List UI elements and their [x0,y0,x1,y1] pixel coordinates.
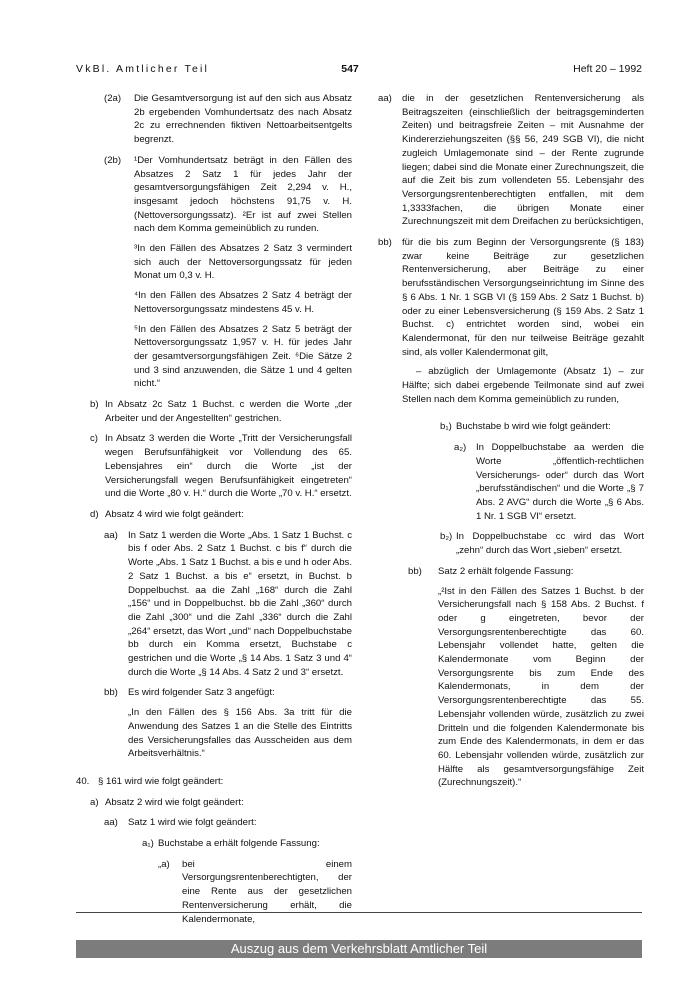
bb-text: für die bis zum Beginn der Versorgungsrente (§ 183) zwar keine Beiträge zur gesetzlichen Rentenversicherung, aber Beiträge zu einer berufsständischen Versorgungseinrichtung im Sinne des § 6 Abs. 1 Nr. 1 SGB VI (§ 159 Abs. 2 Satz 1 Buchst. b) oder zu einer Lebensversicherung (§ 159 Abs. 2 Satz 1 Buchst. c) entrichtet worden sind, wobei ein Kalendermonat, für den nur teilweise Beiträge gezahlt sind, als voller Kalendermonat gilt, [402,237,644,358]
issue-label: Heft 20 – 1992 [573,63,642,75]
item-label: a) [90,796,99,808]
footer-banner: Auszug aus dem Verkehrsblatt Amtlicher Teil [76,940,642,958]
item-label: aa) [378,93,392,104]
item-b1 [440,420,644,434]
item-text [128,686,352,768]
item-label: bb) [378,237,392,249]
item-label: bb) [408,565,422,577]
item-r-aa [378,92,644,229]
item-label: a₂) [454,442,467,454]
item-label: a₁) [142,838,154,850]
item-d-bb [104,686,352,768]
item-text [134,154,352,391]
left-column [76,92,352,933]
item-d-aa [104,529,352,680]
item-text [438,565,644,797]
item-label: aa) [104,529,118,541]
bb2-quote: „²Ist in den Fällen des Satzes 1 Buchst. b der Versicherungsfall nach § 158 Abs. 2 Buchst. f oder g eingetreten, bevor der Versorgungsrentenberechtigte das 60. Lebensjahr vollendet hatte, gelten die Kalendermonate vom Beginn der Versorgungsrente bis zum Ende des Kalendermonats, in dem der Versorgungsrentenberechtigte das 55. Lebensjahr vollenden würde, zusätzlich zu zwei Dritteln und die folgenden Kalendermonate bis zum Ende des Kalendermonats, in dem er das 60. Lebensjahr vollenden würde, zusätzlich zur Hälfte als gesamtversorgungsfähige Zeit (Zurechnungszeit).“ [438,585,644,789]
item-text: Buchstabe b wird wie folgt geändert: [456,421,611,433]
bb-intro: Es wird folgender Satz 3 angefügt: [128,687,275,699]
sentence-4: ⁴In den Fällen des Absatzes 2 Satz 4 beträgt der Nettoversorgungssatz mindestens 45 v. H. [134,290,352,315]
item-a1 [142,837,352,851]
item-r-bb [378,236,644,413]
paragraph-2b [104,154,352,391]
item-label: b₂) [440,531,453,543]
item-text: Absatz 2 wird wie folgt geändert: [105,796,244,808]
item-label: (2a) [104,93,122,104]
item-quote-a [158,858,352,927]
item-40-a [90,796,352,810]
item-text: In Absatz 3 werden die Worte „Tritt der Versicherungsfall wegen Berufsunfähigkeit vor Vollendung des 65. Lebensjahres ein“ durch die Worte „ist der Versicherungsfall wegen Berufsunfähigkeit eingetreten“ und die Worte „80 v. H.“ durch die Worte „70 v. H.“ ersetzt. [105,433,352,500]
item-text: § 161 wird wie folgt geändert: [98,775,224,787]
item-text: Absatz 4 wird wie folgt geändert: [105,508,244,520]
sentence-1-2: ¹Der Vomhundertsatz beträgt in den Fällen des Absatzes 2 Satz 1 für jedes Jahr der gesamtversorgungsfähigen Zeit 2,294 v. H., insgesamt jedoch höchstens 91,75 v. H. (Nettoversorgungssatz). ²Er ist auf zwei Stellen nach dem Komma gemeinüblich zu runden. [134,154,352,235]
item-text: In Doppelbuchstabe cc wird das Wort „zehn“ durch das Wort „sieben“ ersetzt. [456,531,644,557]
item-text: Die Gesamtversorgung ist auf den sich aus Absatz 2b ergebenden Vomhundertsatz des nach Absatz 2c zu errechnenden fiktiven Nettoarbeitsentgelts begrenzt. [134,93,352,146]
item-text [402,236,644,413]
item-40 [76,775,352,789]
sentence-3: ³In den Fällen des Absatzes 2 Satz 3 vermindert sich auch der Nettoversorgungssatz für jeden Monat um 0,3 v. H. [134,243,352,282]
item-label: 40. [76,775,90,787]
item-label: bb) [104,687,118,699]
item-c [90,432,352,501]
item-b [90,398,352,425]
item-text: Satz 1 wird wie folgt geändert: [128,817,257,829]
bb2-intro: Satz 2 erhält folgende Fassung: [438,565,574,577]
item-label: aa) [104,817,118,829]
item-text: In Absatz 2c Satz 1 Buchst. c werden die Worte „der Arbeiter und der Angestellten“ gestrichen. [105,399,352,424]
item-label: d) [90,508,99,520]
item-b2 [440,530,644,557]
paragraph-2a [104,92,352,147]
sentence-5-6: ⁵In den Fällen des Absatzes 2 Satz 5 beträgt der Nettoversorgungssatz 1,957 v. H. für jedes Jahr der gesamtversorgungsfähigen Zeit. ⁶Die Sätze 2 und 3 sind anzuwenden, die Sätze 1 und 4 gelten nicht.“ [134,323,352,390]
running-header-title: VkBl. Amtlicher Teil [76,63,210,75]
item-label: b₁) [440,421,452,433]
item-label: c) [90,433,98,445]
item-text: die in der gesetzlichen Rentenversicherung als Beitragszeiten (einschließlich der beitragsgeminderten Zeiten) und beitragsfreie Zeiten – mit Ausnahme der Kindererziehungszeiten (§§ 56, 249 SGB VI), die nicht zugleich Umlagemonate sind – der Rente zugrunde liegen; dabei sind die Monate einer Zurechnungszeit, die auf die Zeit bis zum vollendeten 55. Lebensjahr des Versorgungsrentenberechtigten entfallen, mit dem 1,3333fachen, die übrigen Monate einer Zurechnungszeit mit dem Dreifachen zu berücksichtigen, [402,93,644,228]
item-a2 [454,441,644,523]
item-label: „a) [158,858,170,870]
footer-divider [76,912,642,913]
item-40-a-aa [104,816,352,830]
item-label: b) [90,399,99,411]
item-d [90,508,352,522]
item-text: Buchstabe a erhält folgende Fassung: [158,838,320,850]
bb-quote: „In den Fällen des § 156 Abs. 3a tritt für die Anwendung des Satzes 1 an die Stelle des Eintritts des Versicherungsfalles das Ausscheiden aus dem Arbeitsverhältnis.“ [128,707,352,760]
item-text: bei einem Versorgungsrentenberechtigten, der eine Rente aus der gesetzlichen Rentenversicherung erhält, die Kalendermonate, [182,858,352,925]
page-number: 547 [341,63,359,75]
item-text: In Satz 1 werden die Worte „Abs. 1 Satz 1 Buchst. c bis f oder Abs. 2 Satz 1 Buchst. c bis f“ durch die Worte „Abs. 1 Satz 1 Buchst. a bis e und h oder Abs. 2 Satz 1 Buchst. a bis e“ ersetzt, in Buchst. b Doppelbuchst. aa die Zahl „168“ durch die Zahl „156“ und in Doppelbuchst. bb die Zahl „360“ durch die Zahl „300“ und die Zahl „336“ durch die Zahl „264“ ersetzt, das Wort „und“ nach Doppelbuchstabe bb durch ein Komma ersetzt, Buchstabe c gestrichen und die Worte „§ 14 Abs. 1 Satz 3 und 4“ durch die Worte „§ 14 Abs. 4 Satz 2 und 3“ ersetzt. [128,529,352,678]
bb-tail: – abzüglich der Umlagemonte (Absatz 1) – zur Hälfte; sich dabei ergebende Teilmonate sind auf zwei Stellen nach dem Komma gemeinüblich zu runden, [402,366,644,405]
item-label: (2b) [104,154,122,166]
item-text: In Doppelbuchstabe aa werden die Worte „öffentlich-rechtlichen Versicherungs- oder“ durch das Wort „berufsständischen“ und die Worte „§ 7 Abs. 2 AVG“ durch die Worte „§ 6 Abs. 1 Nr. 1 SGB VI“ ersetzt. [476,442,644,522]
right-column [378,92,644,804]
item-r-bb2 [408,565,644,797]
